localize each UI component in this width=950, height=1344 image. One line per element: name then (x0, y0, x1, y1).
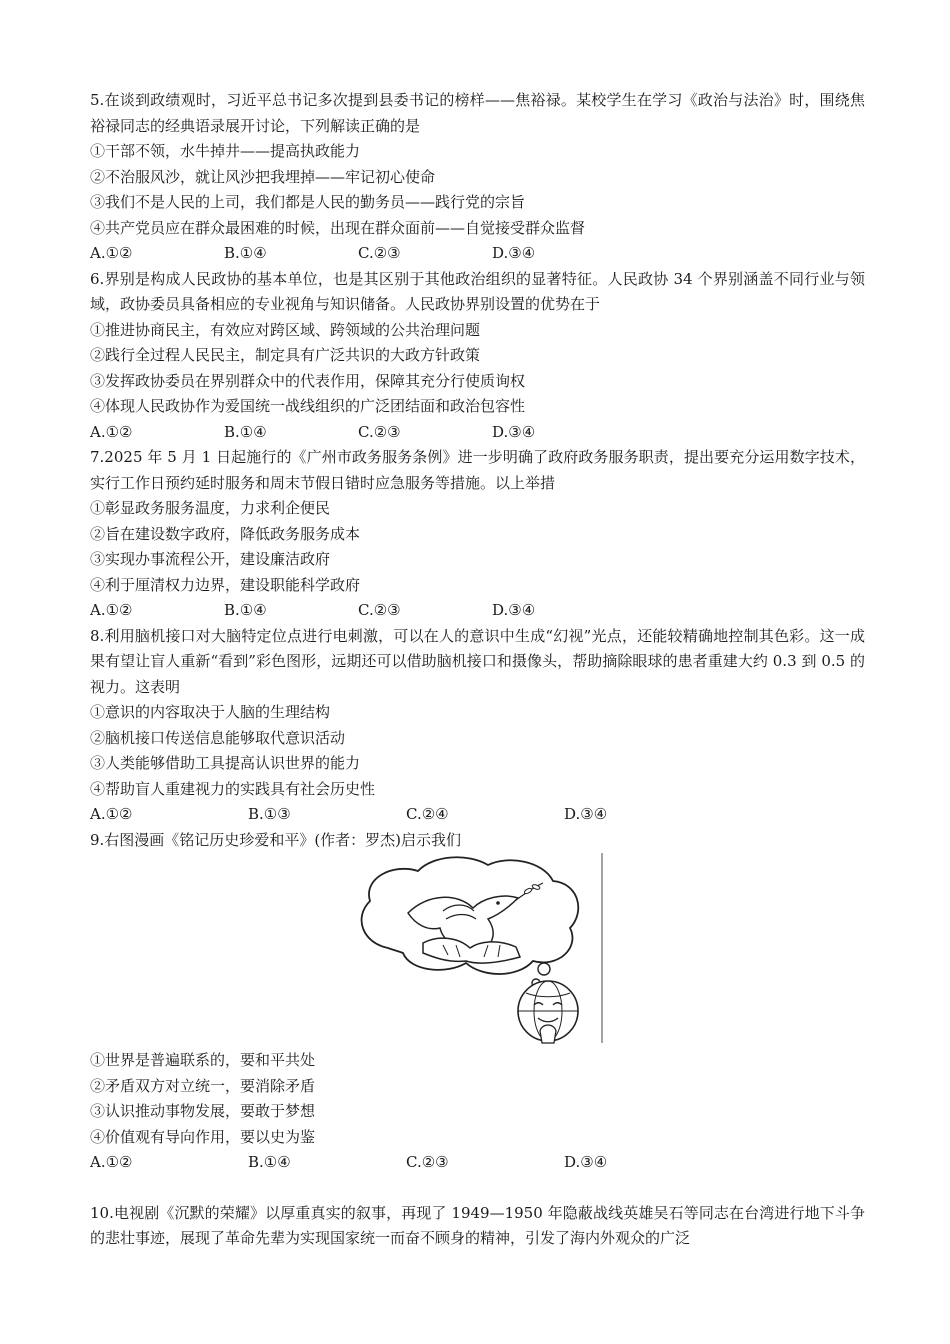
choice-b: B.①④ (224, 244, 267, 262)
answer-choices (90, 802, 865, 828)
question-stem: 6.界别是构成人民政协的基本单位，也是其区别于其他政治组织的显著特征。人民政协 34 个界别涵盖不同行业与领域，政协委员具备相应的专业视角与知识储备。人民政协界别设置的优势在于 (90, 269, 865, 313)
option-1: ①干部不领，水牛掉井——提高执政能力 (90, 142, 361, 160)
choice-c: C.②③ (358, 422, 401, 441)
choice-c: C.②③ (358, 244, 401, 262)
option-3: ③实现办事流程公开，建设廉洁政府 (90, 550, 331, 568)
option-4: ④共产党员应在群众最困难的时候，出现在群众面前——自觉接受群众监督 (90, 218, 586, 237)
cartoon-figure (90, 853, 865, 1048)
option-3: ③我们不是人民的上司，我们都是人民的勤务员——践行党的宗旨 (90, 193, 526, 211)
option-4: ④利于厘清权力边界，建设职能科学政府 (90, 575, 361, 594)
choice-b: B.①④ (248, 1153, 291, 1171)
choice-a: A.①② (90, 244, 133, 262)
option-4: ④价值观有导向作用，要以史为鉴 (90, 1127, 316, 1146)
option-1: ①意识的内容取决于人脑的生理结构 (90, 703, 331, 721)
option-1: ①推进协商民主，有效应对跨区域、跨领域的公共治理问题 (90, 320, 481, 339)
question-stem: 9.右图漫画《铭记历史珍爱和平》(作者：罗杰)启示我们 (90, 830, 462, 849)
question-6 (90, 267, 865, 446)
question-stem: 7.2025 年 5 月 1 日起施行的《广州市政务服务条例》进一步明确了政府政务服务职责，提出要充分运用数字技术，实行工作日预约延时服务和周末节假日错时应急服务等措施。以上举措 (90, 448, 865, 492)
option-2: ②脑机接口传送信息能够取代意识活动 (90, 728, 346, 747)
option-2: ②矛盾双方对立统一，要消除矛盾 (90, 1076, 316, 1095)
option-3: ③发挥政协委员在界别群众中的代表作用，保障其充分行使质询权 (90, 371, 526, 390)
question-7 (90, 445, 865, 624)
question-stem: 8.利用脑机接口对大脑特定位点进行电刺激，可以在人的意识中生成“幻视”光点，还能较精确地控制其色彩。这一成果有望让盲人重新“看到”彩色图形，远期还可以借助脑机接口和摄像头，帮助摘除眼球的患者重建大约 0.3 到 0.5 的视力。这表明 (90, 626, 865, 696)
option-4: ④帮助盲人重建视力的实践具有社会历史性 (90, 779, 376, 798)
exam-page (90, 88, 865, 1252)
choice-b: B.①④ (224, 601, 267, 619)
option-1: ①世界是普遍联系的，要和平共处 (90, 1051, 316, 1069)
choice-d: D.③④ (492, 601, 536, 619)
option-2: ②践行全过程人民民主，制定具有广泛共识的大政方针政策 (90, 346, 481, 364)
option-1: ①彰显政务服务温度，力求利企便民 (90, 499, 331, 517)
answer-choices (90, 598, 865, 624)
spacer (90, 1176, 865, 1201)
peace-cartoon-illustration (348, 853, 608, 1045)
choice-a: A.①② (90, 1153, 133, 1171)
answer-choices (90, 1150, 865, 1176)
answer-choices (90, 420, 865, 446)
option-2: ②旨在建设数字政府，降低政务服务成本 (90, 524, 361, 543)
option-3: ③人类能够借助工具提高认识世界的能力 (90, 754, 361, 772)
choice-d: D.③④ (492, 422, 536, 441)
choice-a: A.①② (90, 601, 133, 619)
choice-b: B.①④ (224, 422, 267, 441)
choice-d: D.③④ (564, 805, 608, 823)
choice-b: B.①③ (248, 805, 291, 823)
choice-a: A.①② (90, 805, 133, 823)
choice-d: D.③④ (564, 1153, 608, 1171)
question-5 (90, 88, 865, 267)
answer-choices (90, 241, 865, 267)
choice-a: A.①② (90, 422, 133, 441)
choice-c: C.②③ (406, 1153, 449, 1171)
question-8 (90, 624, 865, 828)
question-10 (90, 1201, 865, 1252)
question-stem: 10.电视剧《沉默的荣耀》以厚重真实的叙事，再现了 1949—1950 年隐蔽战线英雄吴石等同志在台湾进行地下斗争的悲壮事迹，展现了革命先辈为实现国家统一而奋不顾身的精神，引发了海内外观众的广泛 (90, 1203, 865, 1247)
choice-d: D.③④ (492, 244, 536, 262)
question-9 (90, 828, 865, 1176)
option-2: ②不治服风沙，就让风沙把我埋掉——牢记初心使命 (90, 167, 436, 186)
question-stem: 5.在谈到政绩观时，习近平总书记多次提到县委书记的榜样——焦裕禄。某校学生在学习《政治与法治》时，围绕焦裕禄同志的经典语录展开讨论，下列解读正确的是 (90, 91, 865, 135)
choice-c: C.②③ (358, 601, 401, 619)
option-4: ④体现人民政协作为爱国统一战线组织的广泛团结面和政治包容性 (90, 397, 526, 415)
option-3: ③认识推动事物发展，要敢于梦想 (90, 1102, 316, 1120)
choice-c: C.②④ (406, 805, 449, 823)
